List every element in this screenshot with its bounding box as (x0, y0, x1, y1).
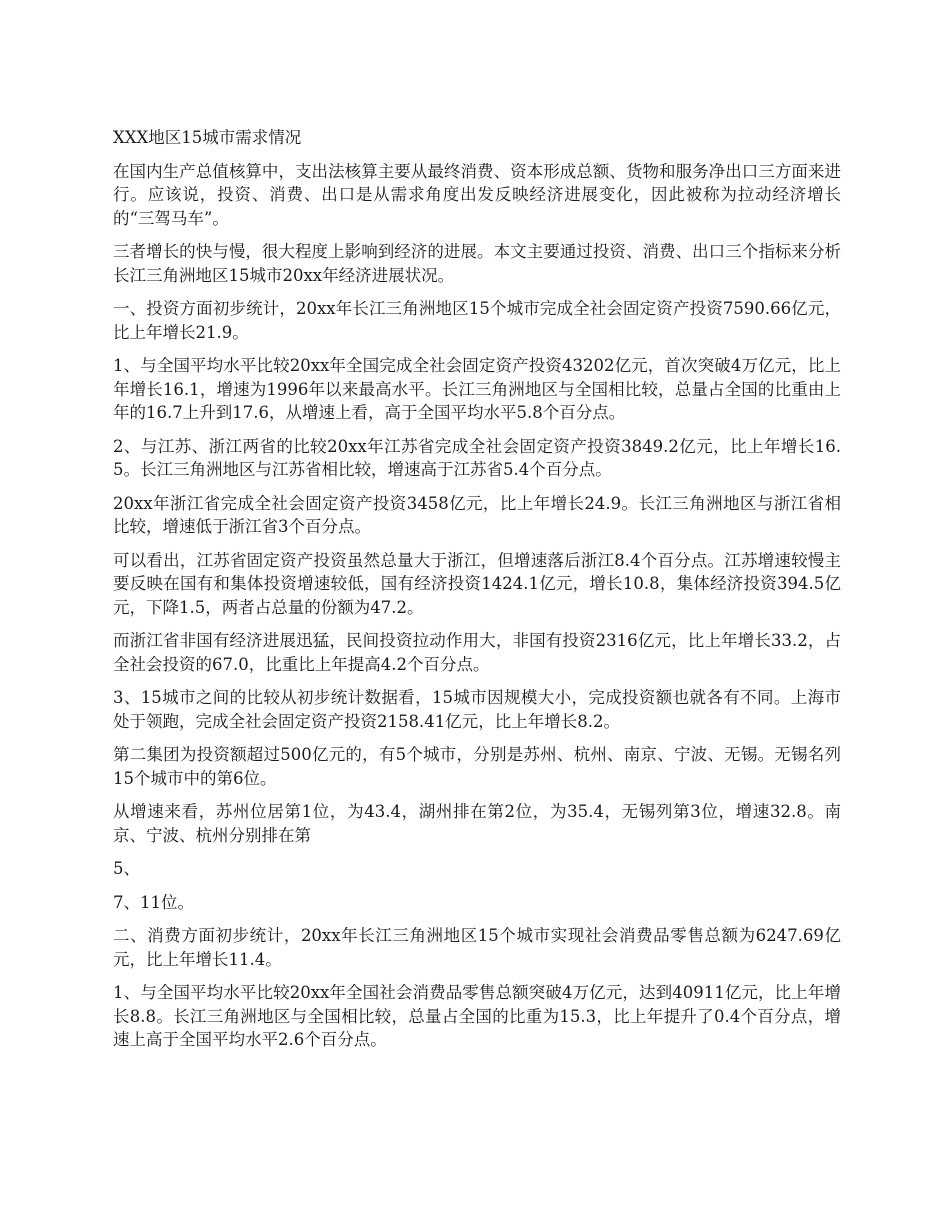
paragraph-11: 从增速来看，苏州位居第1位，为43.4，湖州排在第2位，为35.4，无锡列第3位，增速32.8。南京、宁波、杭州分别排在第 (113, 802, 841, 845)
paragraph-3: 一、投资方面初步统计，20xx年长江三角洲地区15个城市完成全社会固定资产投资7590.66亿元，比上年增长21.9。 (113, 299, 841, 342)
paragraph-7: 可以看出，江苏省固定资产投资虽然总量大于浙江，但增速落后浙江8.4个百分点。江苏增速较慢主要反映在国有和集体投资增速较低，国有经济投资1424.1亿元，增长10.8，集体经济投资394.5亿元，下降1.5，两者占总量的份额为47.2。 (113, 550, 841, 617)
paragraph-4: 1、与全国平均水平比较20xx年全国完成全社会固定资产投资43202亿元，首次突破4万亿元，比上年增长16.1，增速为1996年以来最高水平。长江三角洲地区与全国相比较，总量占全国的比重由上年的16.7上升到17.6，从增速上看，高于全国平均水平5.8个百分点。 (113, 356, 841, 422)
paragraph-9: 3、15城市之间的比较从初步统计数据看，15城市因规模大小，完成投资额也就各有不同。上海市处于领跑，完成全社会固定资产投资2158.41亿元，比上年增长8.2。 (113, 688, 841, 731)
paragraph-15: 1、与全国平均水平比较20xx年全国社会消费品零售总额突破4万亿元，达到40911亿元，比上年增长8.8。长江三角洲地区与全国相比较，总量占全国的比重为15.3，比上年提升了0.4个百分点，增速上高于全国平均水平2.6个百分点。 (113, 983, 841, 1049)
paragraph-1: 在国内生产总值核算中，支出法核算主要从最终消费、资本形成总额、货物和服务净出口三方面来进行。应该说，投资、消费、出口是从需求角度出发反映经济进展变化，因此被称为拉动经济增长的“三驾马车”。 (113, 161, 841, 228)
paragraph-2: 三者增长的快与慢，很大程度上影响到经济的进展。本文主要通过投资、消费、出口三个指标来分析长江三角洲地区15城市20xx年经济进展状况。 (113, 242, 841, 285)
paragraph-14: 二、消费方面初步统计，20xx年长江三角洲地区15个城市实现社会消费品零售总额为6247.69亿元，比上年增长11.4。 (113, 926, 841, 969)
paragraph-12: 5、 (113, 859, 140, 878)
document-body (113, 126, 841, 1062)
paragraph-5: 2、与江苏、浙江两省的比较20xx年江苏省完成全社会固定资产投资3849.2亿元，比上年增长16.5。长江三角洲地区与江苏省相比较，增速高于江苏省5.4个百分点。 (113, 436, 841, 479)
paragraph-10: 第二集团为投资额超过500亿元的，有5个城市，分别是苏州、杭州、南京、宁波、无锡。无锡名列15个城市中的第6位。 (113, 745, 841, 788)
paragraph-13: 7、11位。 (113, 892, 194, 912)
document-title: XXX地区15城市需求情况 (113, 128, 302, 147)
paragraph-8: 而浙江省非国有经济进展迅猛，民间投资拉动作用大，非国有投资2316亿元，比上年增长33.2，占全社会投资的67.0，比重比上年提高4.2个百分点。 (113, 631, 841, 674)
paragraph-6: 20xx年浙江省完成全社会固定资产投资3458亿元，比上年增长24.9。长江三角洲地区与浙江省相比较，增速低于浙江省3个百分点。 (113, 493, 841, 536)
